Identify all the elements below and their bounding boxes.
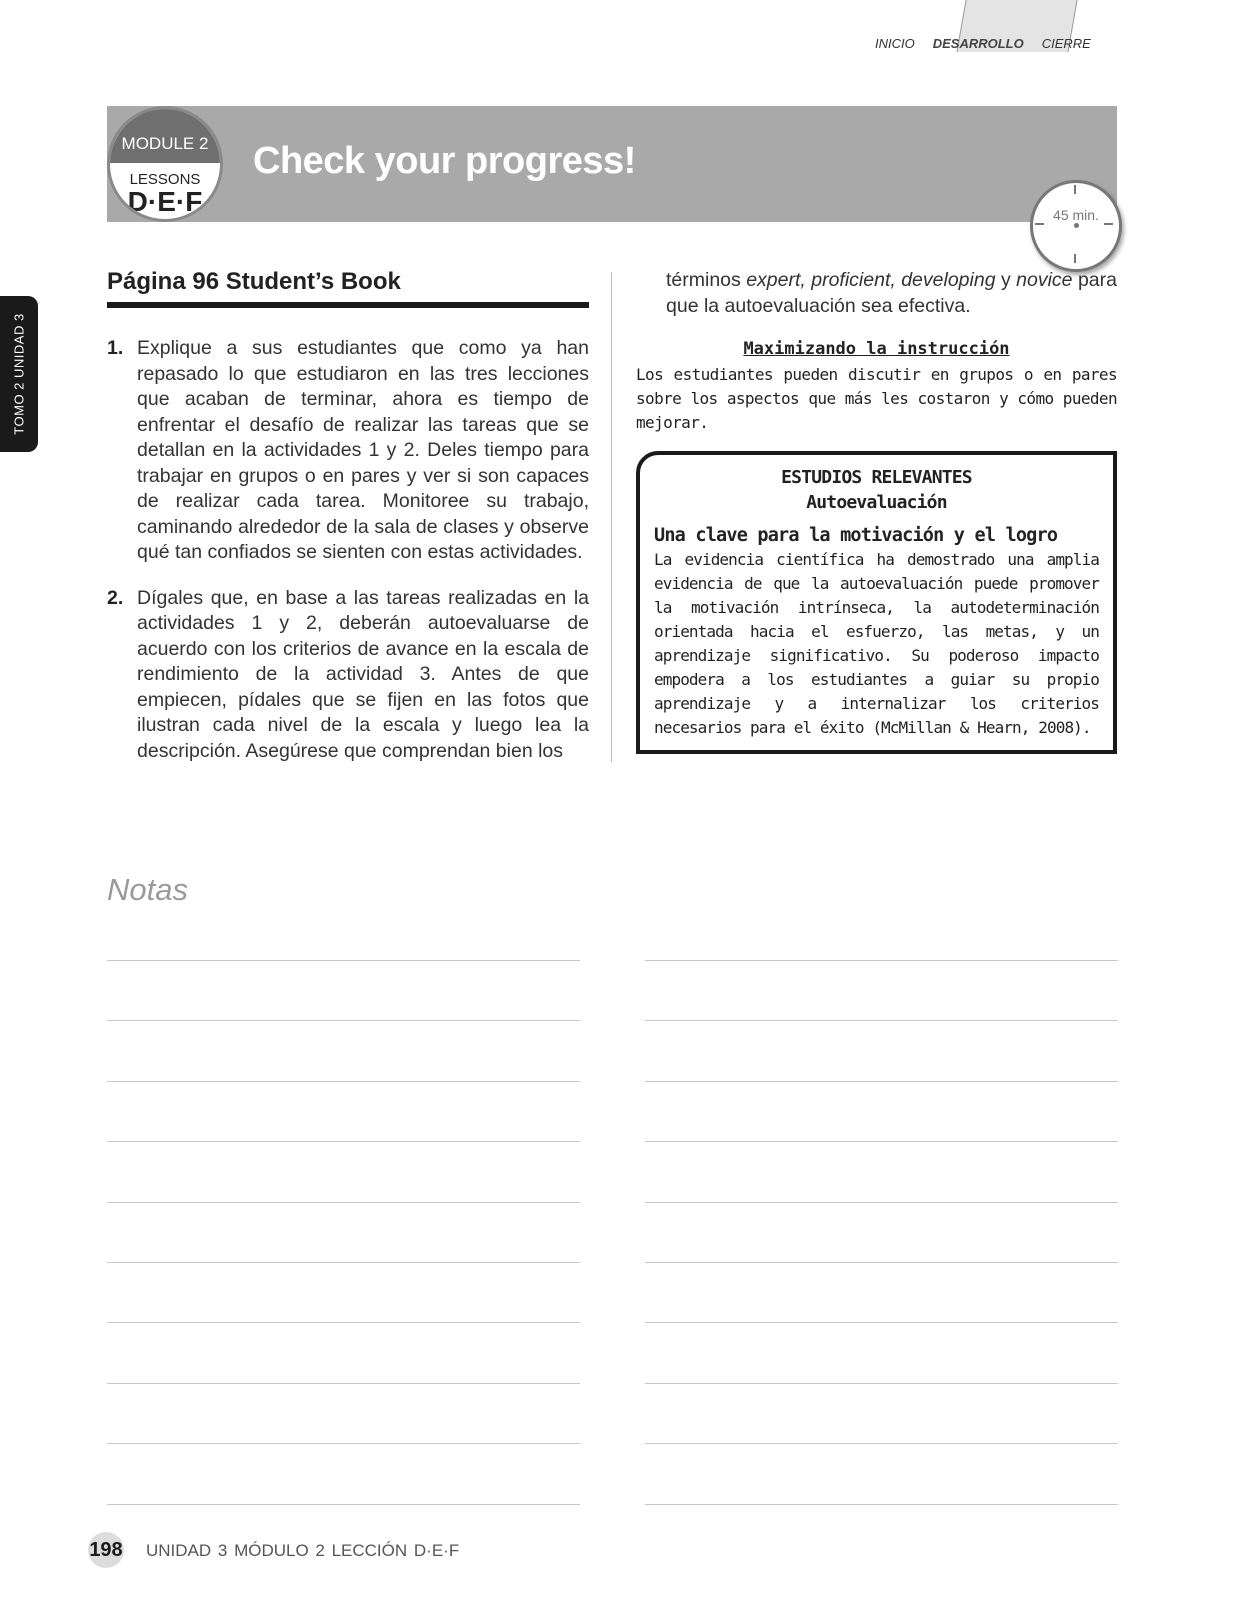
phase-inicio: INICIO	[875, 36, 915, 51]
note-line	[107, 1020, 580, 1021]
item-text: Dígales que, en base a las tareas realizadas en la actividades 1 y 2, deberán autoevaluarse de acuerdo con los criterios de avance en la escala de rendimiento de la actividad 3. Antes de que empiecen, pídales que se fijen en las fotos que ilustran cada nivel de la escala y luego lea la descripción. Asegúrese que comprendan bien los	[137, 586, 589, 762]
lessons-letters: D·E·F	[127, 186, 203, 217]
section-heading: Página 96 Student’s Book	[107, 268, 589, 308]
note-line	[107, 1443, 580, 1444]
note-line	[107, 1262, 580, 1263]
note-line	[645, 1443, 1118, 1444]
note-line	[107, 1081, 580, 1082]
column-divider	[611, 272, 612, 762]
note-line	[645, 1262, 1118, 1263]
continued-text: términos expert, proficient, developing y novice para que la autoevaluación sea efectiva.	[666, 269, 1117, 317]
tip-text: Los estudiantes pueden discutir en grupos o en pares sobre los aspectos que más les costaron y cómo pueden mejorar.	[636, 365, 1117, 432]
box-subtitle: Autoevaluación	[806, 492, 947, 513]
note-line	[645, 1504, 1118, 1505]
lessons-label: LESSONS	[129, 171, 201, 188]
notes-title: Notas	[107, 872, 188, 907]
item-text: Explique a sus estudiantes que como ya han repasado lo que estudiaron en las tres lecciones que acaban de terminar, ahora es tiempo de enfrentar el desafío de realizar las tareas que se detallan en la actividades 1 y 2. Deles tiempo para trabajar en grupos o en pares y ver si son capaces de realizar cada tarea. Monitoree su trabajo, caminando alrededor de la sala de clases y observe qué tan confiados se sienten con estas actividades.	[137, 337, 589, 563]
box-heading: ESTUDIOS RELEVANTES	[781, 467, 972, 488]
note-line	[107, 1202, 580, 1203]
side-tab-label: TOMO 2 UNIDAD 3	[11, 313, 27, 435]
note-line	[645, 1383, 1118, 1384]
page-number: 198	[88, 1532, 124, 1568]
note-line	[645, 1020, 1118, 1021]
research-box	[636, 451, 1117, 754]
box-text: La evidencia científica ha demostrado una amplia evidencia de que la autoevaluación puede promover la motivación intrínseca, la autodeterminación orientada hacia el esfuerzo, las metas, y un aprendizaje significativo. Su poderoso impacto empodera a los estudiantes a guiar su propio aprendizaje y a internalizar los criterios necesarios para el éxito (McMillan & Hearn, 2008).	[654, 550, 1099, 737]
duration-label: 45 min.	[1053, 207, 1099, 223]
right-column	[636, 268, 1117, 754]
note-line	[645, 1081, 1118, 1082]
phase-desarrollo: DESARROLLO	[932, 36, 1024, 51]
box-subheading: Una clave para la motivación y el logro	[654, 525, 1058, 546]
note-line	[107, 1383, 580, 1384]
footer-text: UNIDAD 3 MÓDULO 2 LECCIÓN D·E·F	[146, 1541, 460, 1560]
page-title: Check your progress!	[253, 140, 636, 182]
module-badge	[107, 106, 223, 222]
note-line	[645, 1141, 1118, 1142]
module-label: MODULE 2	[121, 134, 209, 153]
note-line	[107, 960, 580, 961]
note-line	[107, 1504, 580, 1505]
header-banner	[107, 106, 1117, 222]
note-line	[645, 1202, 1118, 1203]
item-number: 2.	[107, 586, 124, 609]
item-number: 1.	[107, 337, 124, 359]
note-line	[107, 1322, 580, 1323]
list-item	[107, 336, 589, 566]
side-tab	[0, 296, 38, 452]
phase-indicator	[875, 0, 1135, 56]
left-column	[107, 268, 589, 764]
note-line	[107, 1141, 580, 1142]
list-item	[107, 586, 589, 765]
note-line	[645, 960, 1118, 961]
tip-heading: Maximizando la instrucción	[743, 339, 1010, 359]
phase-cierre: CIERRE	[1041, 36, 1091, 51]
clock-icon	[1030, 180, 1122, 272]
note-line	[645, 1322, 1118, 1323]
